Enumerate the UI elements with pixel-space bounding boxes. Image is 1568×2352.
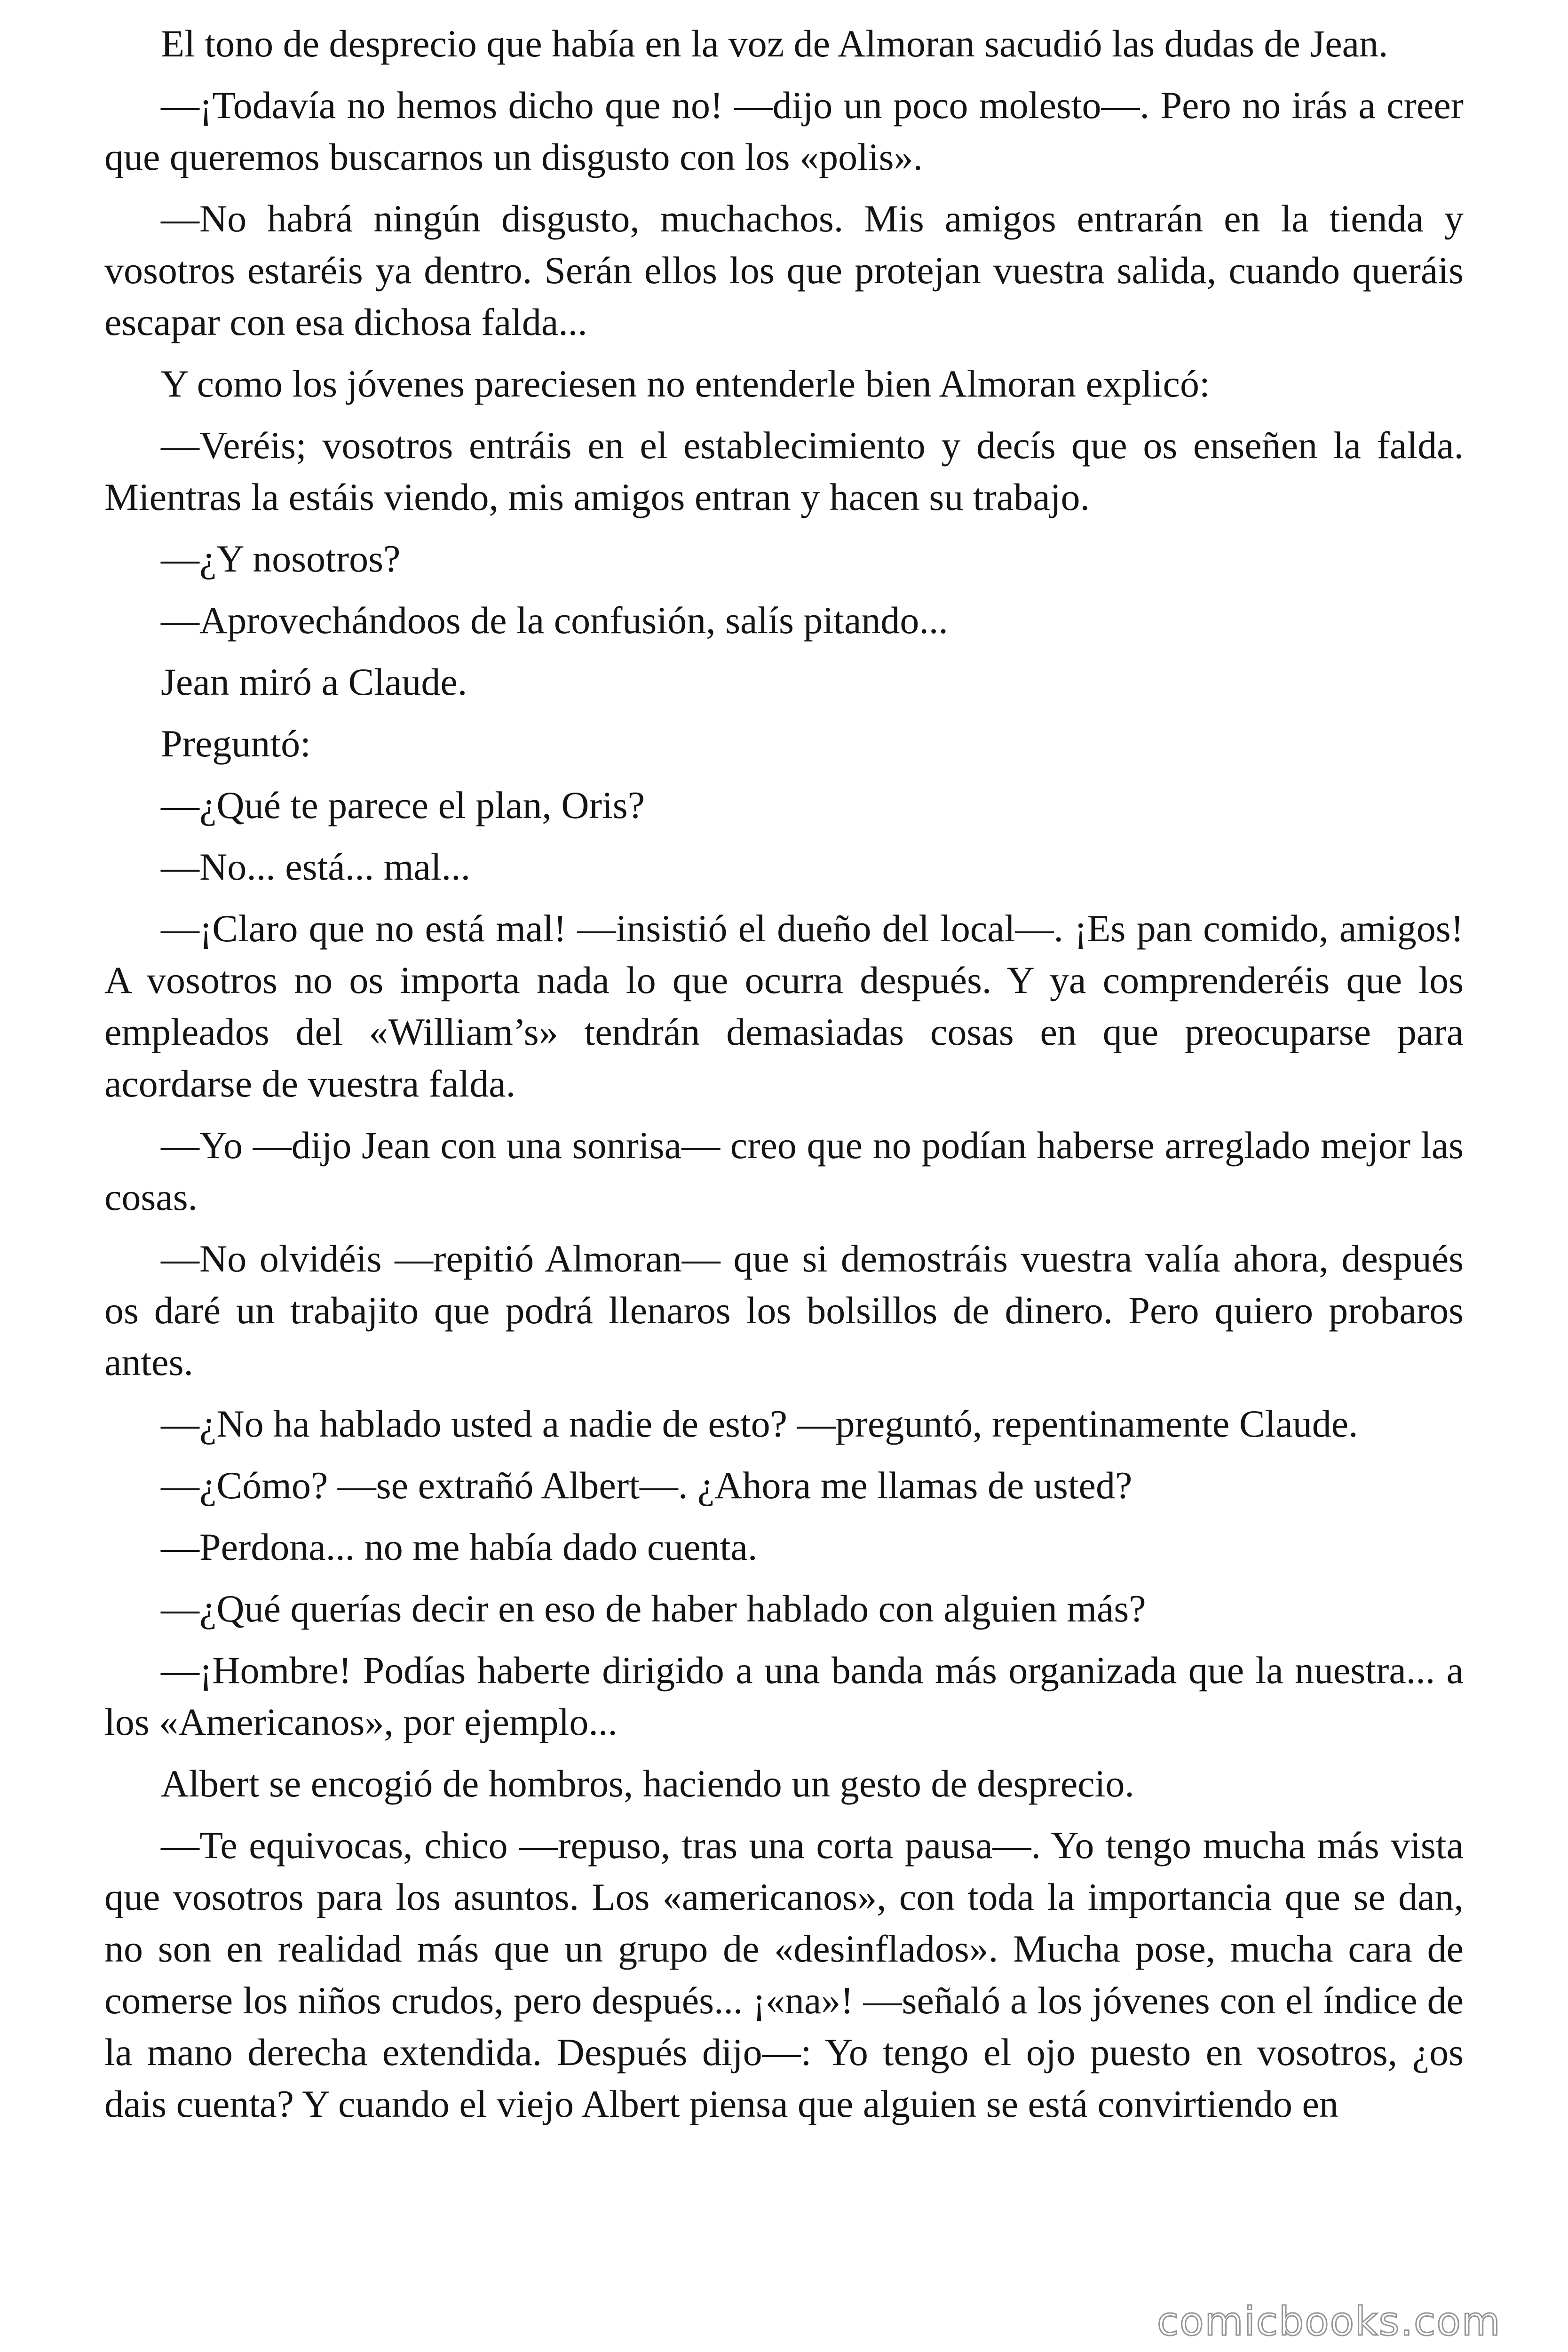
paragraph-20: Albert se encogió de hombros, haciendo un gesto de desprecio.: [161, 1762, 1134, 1805]
paragraph-18: —¿Qué querías decir en eso de haber hablado con alguien más?: [161, 1587, 1146, 1630]
paragraph-15: —¿No ha hablado usted a nadie de esto? —preguntó, repentinamente Claude.: [161, 1402, 1358, 1445]
paragraph-11: —No... está... mal...: [161, 845, 471, 888]
site-watermark: comicbooks.com: [1157, 2298, 1501, 2344]
book-page-text: [104, 18, 1464, 2140]
paragraph-8: Jean miró a Claude.: [161, 660, 467, 703]
paragraph-2: —¡Todavía no hemos dicho que no! —dijo un poco molesto—. Pero no irás a creer que queremos buscarnos un disgusto con los «polis».: [104, 84, 1464, 178]
paragraph-4: Y como los jóvenes pareciesen no entenderle bien Almoran explicó:: [161, 362, 1210, 405]
paragraph-19: —¡Hombre! Podías haberte dirigido a una banda más organizada que la nuestra... a los «Americanos», por ejemplo...: [104, 1649, 1464, 1743]
paragraph-10: —¿Qué te parece el plan, Oris?: [161, 784, 645, 826]
paragraph-12: —¡Claro que no está mal! —insistió el dueño del local—. ¡Es pan comido, amigos! A vosotros no os importa nada lo que ocurra después. Y ya comprenderéis que los empleados del «William’s» tendrán demasiadas cosas en que preocuparse para acordarse de vuestra falda.: [104, 907, 1464, 1105]
paragraph-6: —¿Y nosotros?: [161, 537, 401, 580]
paragraph-7: —Aprovechándoos de la confusión, salís pitando...: [161, 599, 948, 642]
paragraph-3: —No habrá ningún disgusto, muchachos. Mis amigos entrarán en la tienda y vosotros estaréis ya dentro. Serán ellos los que protejan vuestra salida, cuando queráis escapar con esa dichosa falda...: [104, 197, 1464, 343]
paragraph-16: —¿Cómo? —se extrañó Albert—. ¿Ahora me llamas de usted?: [161, 1464, 1132, 1507]
paragraph-13: —Yo —dijo Jean con una sonrisa— creo que no podían haberse arreglado mejor las cosas.: [104, 1124, 1464, 1218]
paragraph-17: —Perdona... no me había dado cuenta.: [161, 1526, 758, 1568]
paragraph-1: El tono de desprecio que había en la voz de Almoran sacudió las dudas de Jean.: [161, 22, 1388, 65]
paragraph-5: —Veréis; vosotros entráis en el establecimiento y decís que os enseñen la falda. Mientras la estáis viendo, mis amigos entran y hacen su trabajo.: [104, 424, 1464, 518]
paragraph-14: —No olvidéis —repitió Almoran— que si demostráis vuestra valía ahora, después os daré un trabajito que podrá llenaros los bolsillos de dinero. Pero quiero probaros antes.: [104, 1237, 1464, 1383]
paragraph-21: —Te equivocas, chico —repuso, tras una corta pausa—. Yo tengo mucha más vista que vosotros para los asuntos. Los «americanos», con toda la importancia que se dan, no son en realidad más que un grupo de «desinflados». Mucha pose, mucha cara de comerse los niños crudos, pero después... ¡«na»! —señaló a los jóvenes con el índice de la mano derecha extendida. Después dijo—: Yo tengo el ojo puesto en vosotros, ¿os dais cuenta? Y cuando el viejo Albert piensa que alguien se está convirtiendo en: [104, 1824, 1464, 2125]
paragraph-9: Preguntó:: [161, 722, 311, 765]
